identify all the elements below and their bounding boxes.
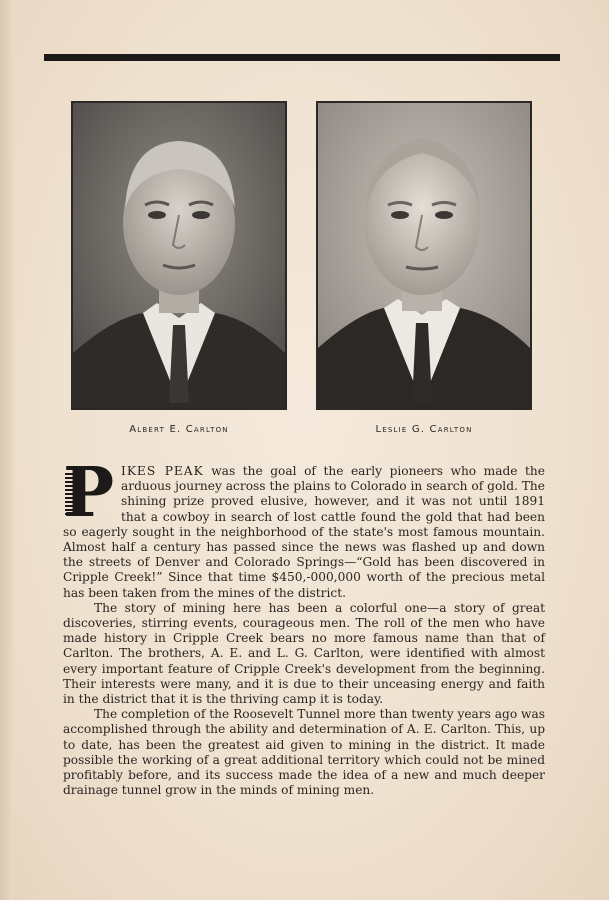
paragraph-2: The story of mining here has been a colorful one—a story of great discoveries, stirring events, courageous men. The roll of the men who have made history in Cripple Creek bears no more famous name than that of Carlton. The brothers, A. E. and L. G. Carlton, were identified with almost every important feature of Cripple Creek's development from the beginning. Their interests were many, and it is due to their unceasing energy and faith in the district that it is the thriving camp it is today.	[63, 600, 545, 707]
lead-words: IKES PEAK	[121, 464, 204, 478]
portrait-caption-albert: Albert E. Carlton	[129, 424, 229, 435]
portrait-photo-icon	[318, 103, 530, 408]
paragraph-1	[63, 453, 545, 601]
portrait-photo-icon	[73, 103, 285, 408]
portrait-caption-leslie: Leslie G. Carlton	[375, 424, 473, 435]
paragraph-3: The completion of the Roosevelt Tunnel more than twenty years ago was accomplished through the ability and determination of A. E. Carlton. This, up to date, has been the greatest aid given to mining in the district. It made possible the working of a great additional territory which could not be mined profitably before, and its success made the idea of a new and much deeper drainage tunnel grow in the minds of mining men.	[63, 707, 545, 798]
article-body	[63, 453, 545, 798]
top-rule	[44, 54, 560, 61]
portrait-photo-leslie	[316, 101, 532, 410]
portrait-photo-albert	[71, 101, 287, 410]
dropcap-letter: P	[63, 453, 115, 533]
page-fold-edge	[0, 0, 14, 900]
dropcap	[63, 453, 115, 533]
paragraph-1-text: was the goal of the early pioneers who made the arduous journey across the plains to Colorado in search of gold. The shining prize proved elusive, however, and it was not until 1891 that a cowboy in search of lost cattle found the gold that had been so eagerly sought in the neighborhood of the state's most famous mountain. Almost half a century has passed since the news was flashed up and down the streets of Denver and Colorado Springs—“Gold has been discovered in Cripple Creek!” Since that time $450,-000,000 worth of the precious metal has been taken from the mines of the district.	[63, 464, 545, 600]
